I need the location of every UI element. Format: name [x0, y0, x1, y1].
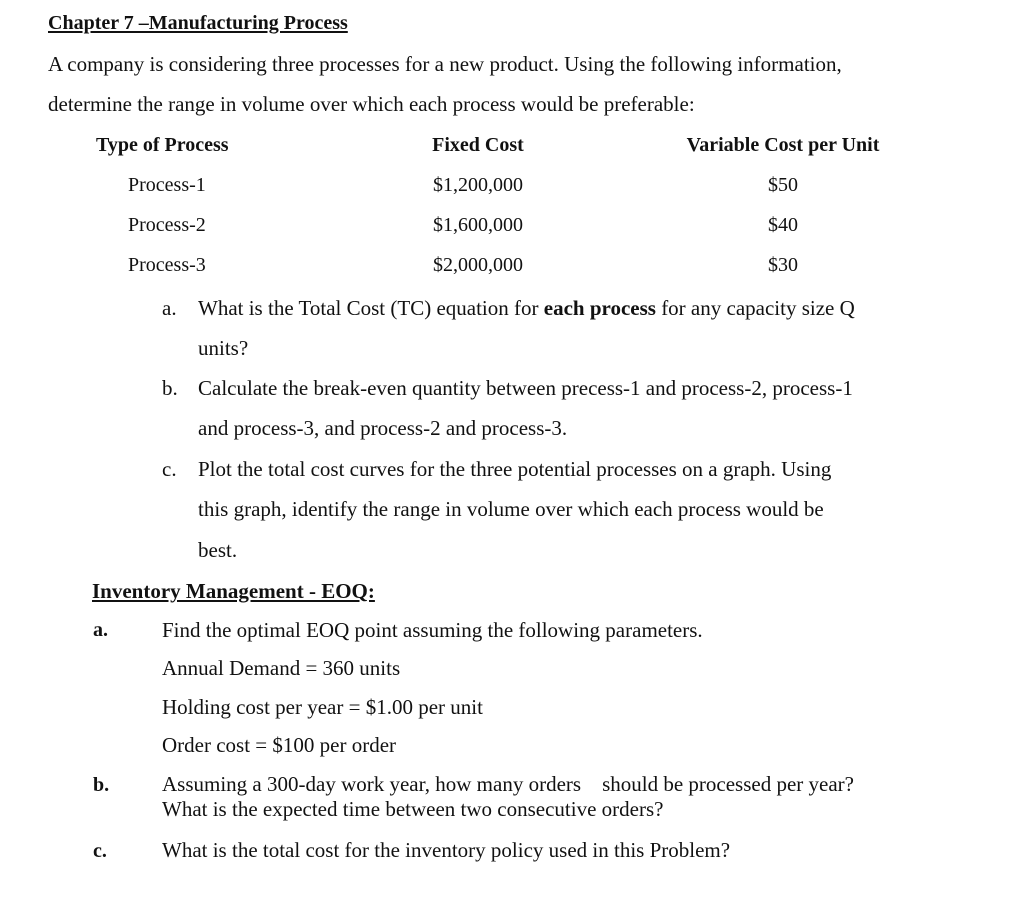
question-b-line-1: Calculate the break-even quantity between precess-1 and process-2, process-1 — [198, 376, 853, 400]
table-row-3-fixed-cost: $2,000,000 — [433, 254, 523, 276]
question-b-line-2: and process-3, and process-2 and process-3. — [198, 416, 568, 440]
table-row-3-process: Process-3 — [128, 254, 206, 276]
inventory-b-line-1: Assuming a 300-day work year, how many orders should be processed per year? — [162, 772, 854, 796]
question-a-text-pre: What is the Total Cost (TC) equation for — [198, 296, 544, 320]
inventory-a-annual-demand: Annual Demand = 360 units — [162, 656, 401, 680]
question-a-text-post: for any capacity size Q — [655, 296, 855, 320]
intro-line-1: A company is considering three processes for a new product. Using the following information, — [48, 52, 842, 76]
table-row-2-variable-cost: $40 — [768, 214, 798, 236]
inventory-c-marker: c. — [93, 840, 107, 862]
table-row-2-process: Process-2 — [128, 214, 206, 236]
inventory-a-line-1: Find the optimal EOQ point assuming the following parameters. — [162, 618, 703, 642]
intro-line-2: determine the range in volume over which each process would be preferable: — [48, 92, 695, 116]
table-row-1-process: Process-1 — [128, 174, 206, 196]
table-row-1-variable-cost: $50 — [768, 174, 798, 196]
inventory-a-marker: a. — [93, 619, 108, 641]
table-header-variable-cost: Variable Cost per Unit — [686, 134, 880, 156]
inventory-c-line-1: What is the total cost for the inventory policy used in this Problem? — [162, 838, 731, 862]
chapter-title: Chapter 7 –Manufacturing Process — [48, 12, 348, 34]
inventory-b-marker: b. — [93, 774, 110, 796]
question-c-line-3: best. — [198, 538, 238, 562]
question-c-marker: c. — [162, 457, 177, 481]
question-a-marker: a. — [162, 296, 177, 320]
table-row-3-variable-cost: $30 — [768, 254, 798, 276]
inventory-a-order-cost: Order cost = $100 per order — [162, 733, 397, 757]
inventory-section-title: Inventory Management - EOQ: — [92, 579, 375, 603]
table-header-type: Type of Process — [96, 134, 229, 156]
question-a-line-2: units? — [198, 336, 249, 360]
question-c-line-2: this graph, identify the range in volume over which each process would be — [198, 497, 824, 521]
table-row-2-fixed-cost: $1,600,000 — [433, 214, 523, 236]
question-a-line-1 — [198, 296, 855, 321]
inventory-a-holding-cost: Holding cost per year = $1.00 per unit — [162, 695, 483, 719]
question-a-bold-text: each process — [543, 296, 656, 320]
table-row-1-fixed-cost: $1,200,000 — [433, 174, 523, 196]
table-header-fixed-cost: Fixed Cost — [432, 134, 524, 156]
question-b-marker: b. — [162, 376, 178, 400]
question-c-line-1: Plot the total cost curves for the three potential processes on a graph. Using — [198, 457, 832, 481]
inventory-b-line-2: What is the expected time between two consecutive orders? — [162, 797, 664, 821]
